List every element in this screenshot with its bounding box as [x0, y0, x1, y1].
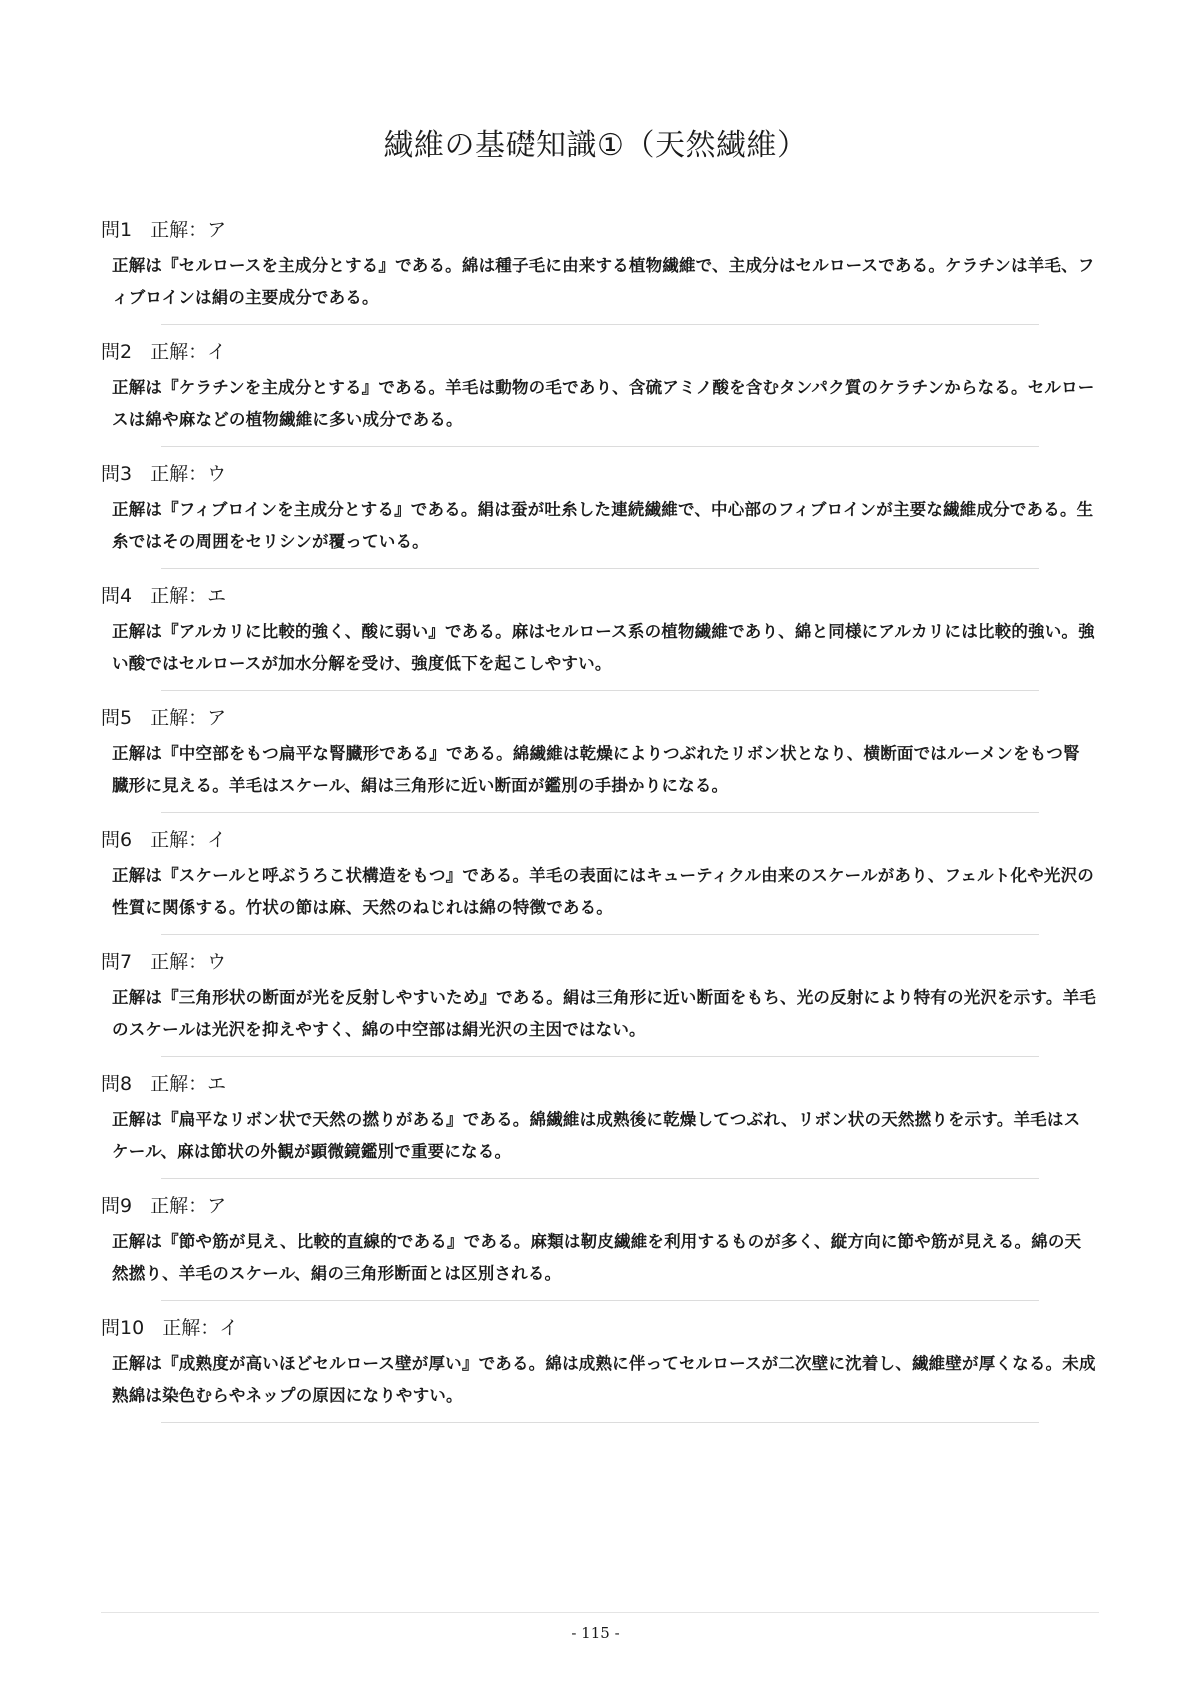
correct-answer: 正解：エ	[150, 585, 227, 607]
answer-heading	[101, 827, 226, 853]
footer-divider	[101, 1612, 1099, 1613]
question-number: 問3	[101, 463, 133, 485]
question-number: 問8	[101, 1073, 133, 1095]
answer-heading	[101, 1071, 226, 1097]
correct-answer: 正解：イ	[150, 341, 227, 363]
divider	[161, 568, 1039, 569]
divider	[161, 1422, 1039, 1423]
divider	[161, 1056, 1039, 1057]
answer-item	[101, 1071, 1091, 1193]
answer-item	[101, 705, 1091, 827]
correct-answer: 正解：ア	[150, 1195, 227, 1217]
divider	[161, 1300, 1039, 1301]
page-number: - 115 -	[571, 1624, 620, 1642]
answer-explanation: 正解は『ケラチンを主成分とする』である。羊毛は動物の毛であり、含硫アミノ酸を含むタンパク質のケラチンからなる。セルロースは綿や麻などの植物繊維に多い成分である。	[112, 378, 1095, 429]
divider	[161, 690, 1039, 691]
answer-explanation: 正解は『扁平なリボン状で天然の撚りがある』である。綿繊維は成熟後に乾燥してつぶれ、リボン状の天然撚りを示す。羊毛はスケール、麻は節状の外観が顕微鏡鑑別で重要になる。	[112, 1110, 1081, 1161]
answer-heading	[101, 949, 226, 975]
question-number: 問9	[101, 1195, 133, 1217]
answer-item	[101, 949, 1096, 1071]
divider	[161, 324, 1039, 325]
answer-list	[101, 217, 1096, 1437]
answer-explanation: 正解は『三角形状の断面が光を反射しやすいため』である。絹は三角形に近い断面をもち、光の反射により特有の光沢を示す。羊毛のスケールは光沢を抑えやすく、綿の中空部は絹光沢の主因ではない。	[112, 988, 1096, 1039]
answer-heading	[101, 461, 226, 487]
question-number: 問6	[101, 829, 133, 851]
answer-item	[101, 217, 1095, 339]
answer-heading	[101, 583, 226, 609]
correct-answer: 正解：ウ	[150, 463, 227, 485]
answer-explanation: 正解は『アルカリに比較的強く、酸に弱い』である。麻はセルロース系の植物繊維であり、綿と同様にアルカリには比較的強い。強い酸ではセルロースが加水分解を受け、強度低下を起こしやすい。	[112, 622, 1095, 673]
divider	[161, 446, 1039, 447]
correct-answer: 正解：ア	[150, 707, 227, 729]
answer-explanation: 正解は『中空部をもつ扁平な腎臓形である』である。綿繊維は乾燥によりつぶれたリボン状となり、横断面ではルーメンをもつ腎臓形に見える。羊毛はスケール、絹は三角形に近い断面が鑑別の手掛かりになる。	[112, 744, 1080, 795]
answer-item	[101, 1193, 1091, 1315]
page-title: 繊維の基礎知識①（天然繊維）	[383, 128, 808, 163]
answer-item	[101, 583, 1095, 705]
answer-heading	[101, 217, 226, 243]
divider	[161, 812, 1039, 813]
answer-item	[101, 339, 1095, 461]
question-number: 問7	[101, 951, 133, 973]
answer-explanation: 正解は『フィブロインを主成分とする』である。絹は蚕が吐糸した連続繊維で、中心部のフィブロインが主要な繊維成分である。生糸ではその周囲をセリシンが覆っている。	[112, 500, 1094, 551]
answer-heading	[101, 339, 226, 365]
question-number: 問1	[101, 219, 133, 241]
question-number: 問4	[101, 585, 133, 607]
correct-answer: 正解：エ	[150, 1073, 227, 1095]
answer-item	[101, 827, 1094, 949]
question-number: 問5	[101, 707, 133, 729]
divider	[161, 934, 1039, 935]
answer-heading	[101, 1193, 226, 1219]
correct-answer: 正解：ア	[150, 219, 227, 241]
answer-explanation: 正解は『セルロースを主成分とする』である。綿は種子毛に由来する植物繊維で、主成分はセルロースである。ケラチンは羊毛、フィブロインは絹の主要成分である。	[112, 256, 1095, 307]
question-number: 問2	[101, 341, 133, 363]
answer-explanation: 正解は『成熟度が高いほどセルロース壁が厚い』である。綿は成熟に伴ってセルロースが二次壁に沈着し、繊維壁が厚くなる。未成熟綿は染色むらやネップの原因になりやすい。	[112, 1354, 1096, 1405]
correct-answer: 正解：イ	[150, 829, 227, 851]
answer-item	[101, 1315, 1096, 1437]
answer-explanation: 正解は『スケールと呼ぶうろこ状構造をもつ』である。羊毛の表面にはキューティクル由来のスケールがあり、フェルト化や光沢の性質に関係する。竹状の節は麻、天然のねじれは綿の特徴である。	[112, 866, 1094, 917]
divider	[161, 1178, 1039, 1179]
answer-explanation: 正解は『節や筋が見え、比較的直線的である』である。麻類は靭皮繊維を利用するものが多く、縦方向に節や筋が見える。綿の天然撚り、羊毛のスケール、絹の三角形断面とは区別される。	[112, 1232, 1082, 1283]
correct-answer: 正解：イ	[162, 1317, 239, 1339]
answer-heading	[101, 1315, 238, 1341]
correct-answer: 正解：ウ	[150, 951, 227, 973]
answer-heading	[101, 705, 226, 731]
answer-item	[101, 461, 1094, 583]
question-number: 問10	[101, 1317, 145, 1339]
